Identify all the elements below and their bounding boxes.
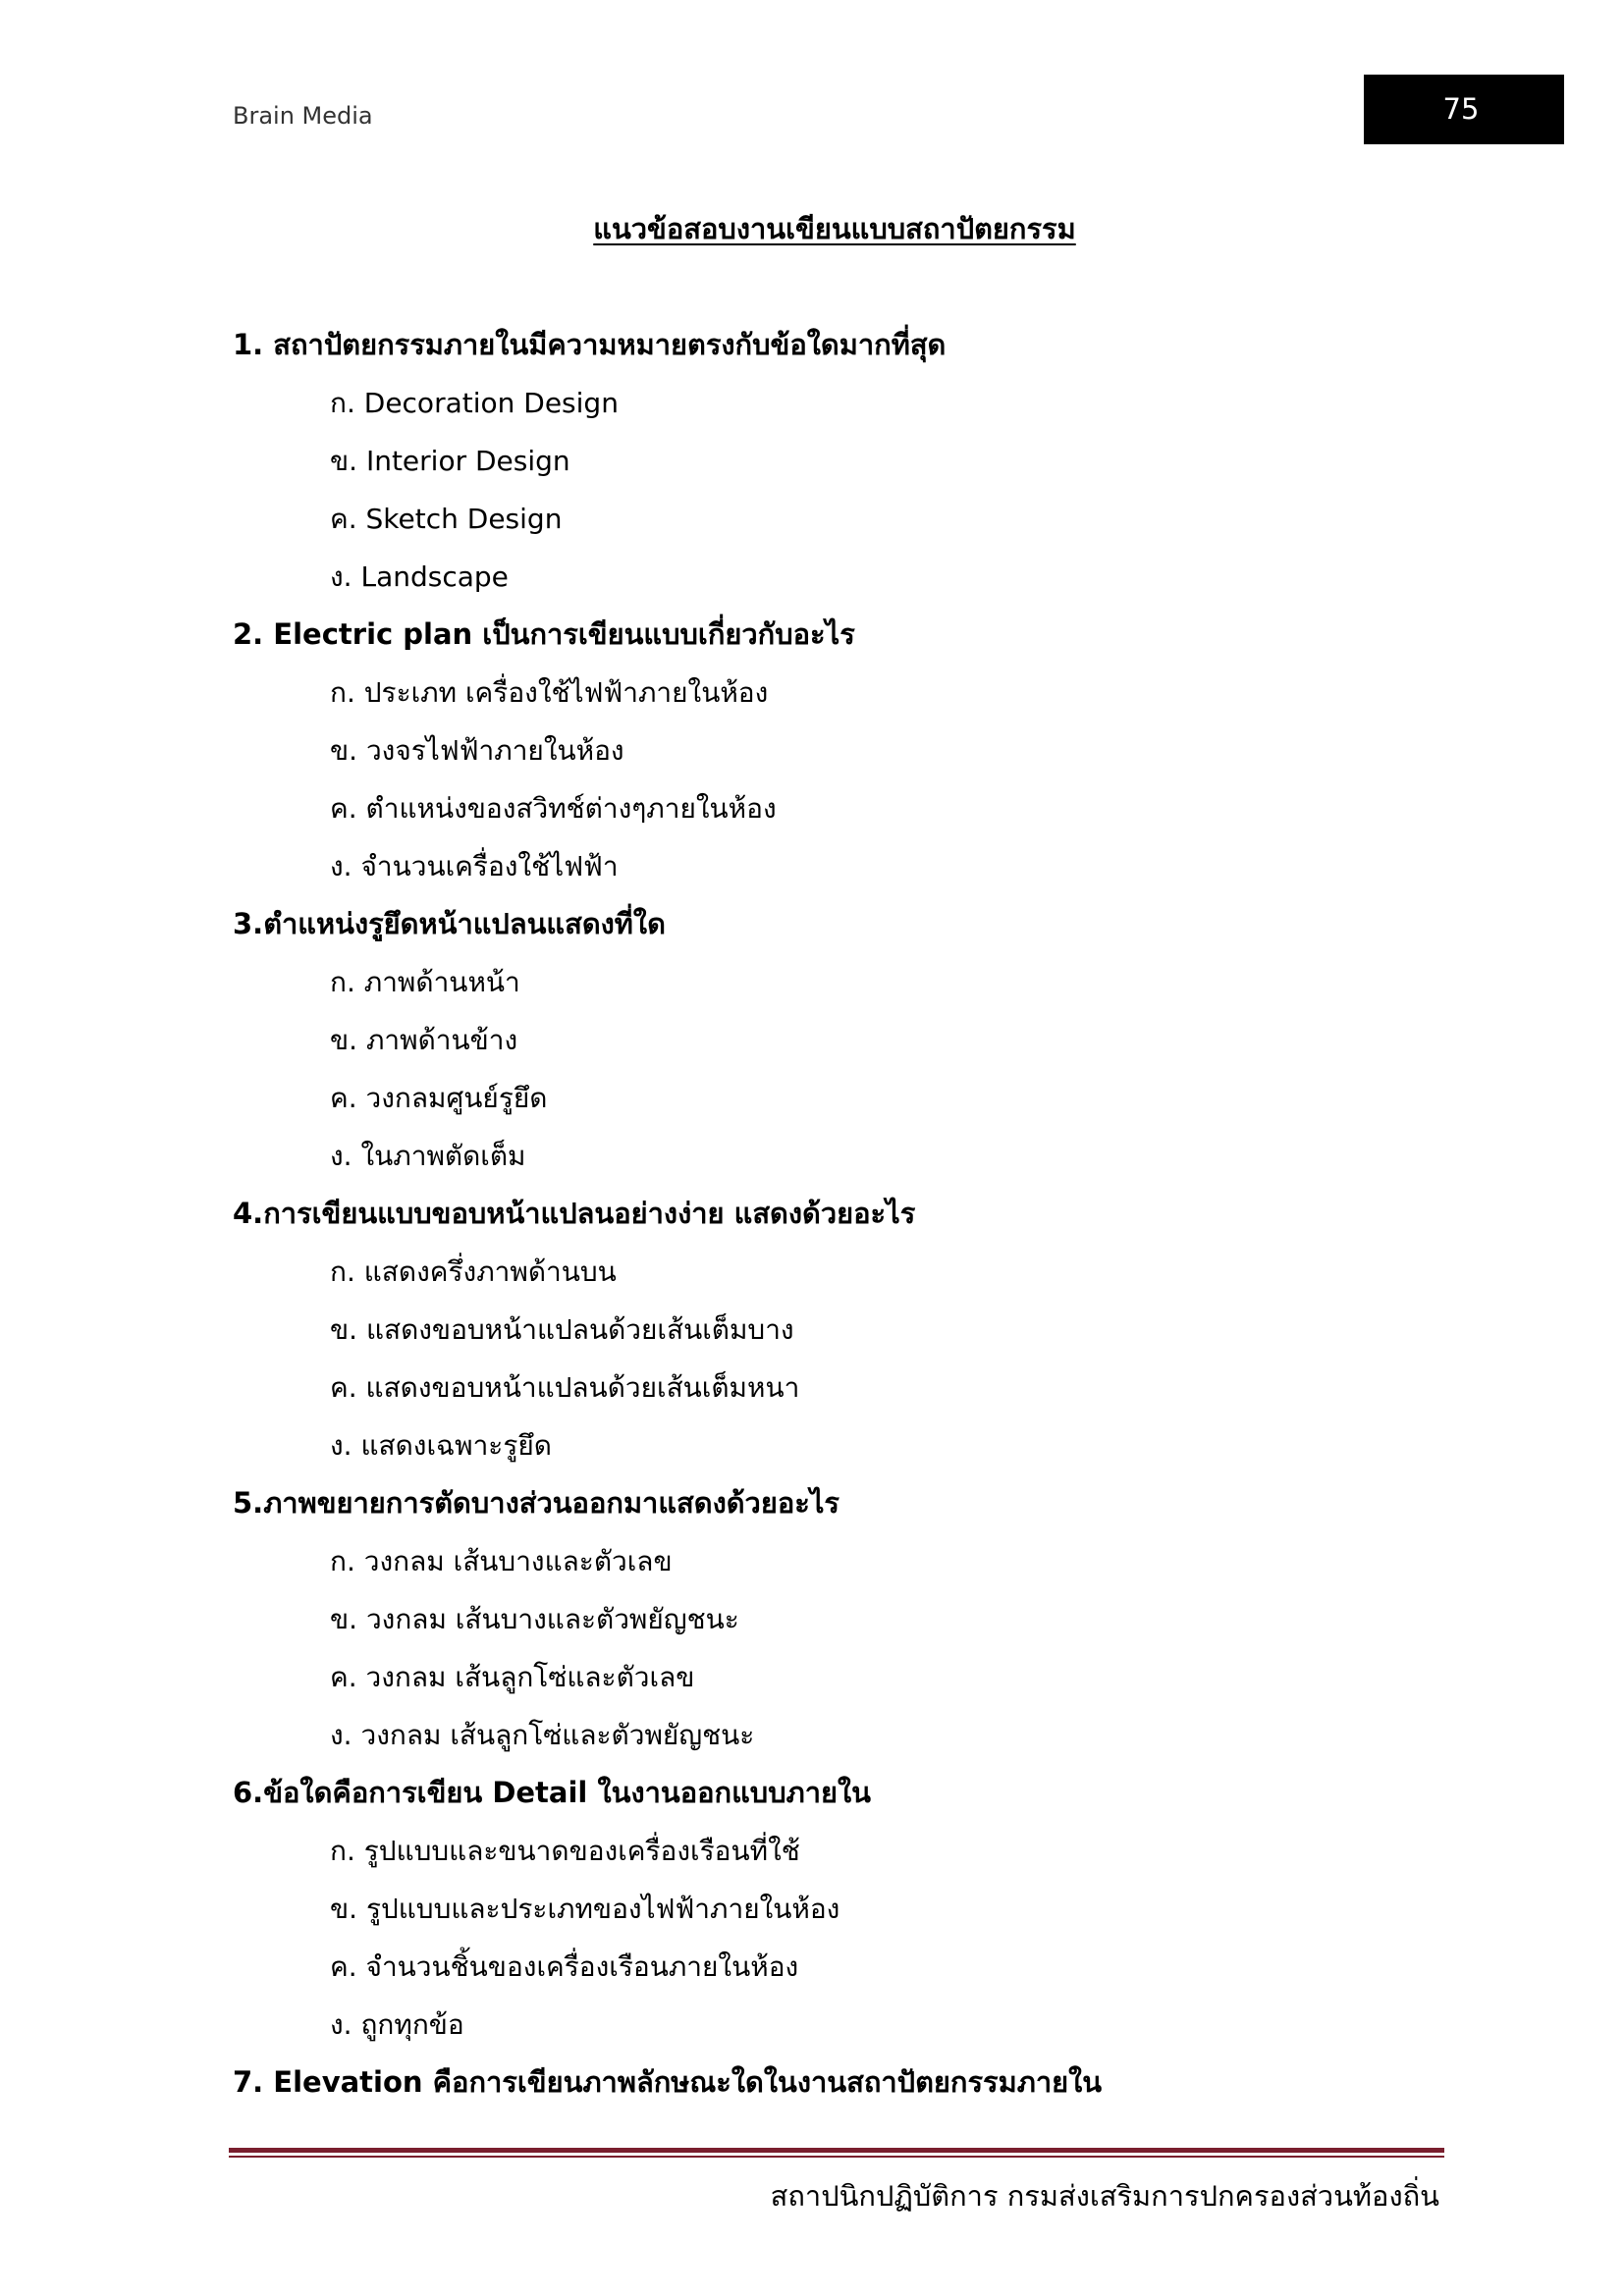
answer-choice: ข. วงกลม เส้นบางและตัวพยัญชนะ <box>330 1603 739 1635</box>
answer-choice: ข. วงจรไฟฟ้าภายในห้อง <box>330 734 624 767</box>
question-item <box>233 1474 1509 1764</box>
choice-list <box>233 664 1509 895</box>
question-list <box>233 316 1509 2111</box>
question-text: 4.การเขียนแบบขอบหน้าแปลนอย่างง่าย แสดงด้วยอะไร <box>233 1197 916 1230</box>
document-title: แนวข้อสอบงานเขียนแบบสถาปัตยกรรม <box>593 212 1076 245</box>
question-text: 3.ตำแหน่งรูยึดหน้าแปลนแสดงที่ใด <box>233 907 666 940</box>
question-item <box>233 1185 1509 1474</box>
answer-choice: ข. ภาพด้านข้าง <box>330 1024 518 1056</box>
answer-choice: ง. ถูกทุกข้อ <box>330 2008 464 2041</box>
answer-choice: ง. Landscape <box>330 561 509 593</box>
answer-choice: ค. วงกลมศูนย์รูยึด <box>330 1082 548 1114</box>
choice-list <box>233 953 1509 1185</box>
question-item <box>233 2054 1509 2111</box>
answer-choice: ค. วงกลม เส้นลูกโซ่และตัวเลข <box>330 1661 695 1693</box>
question-item <box>233 606 1509 895</box>
answer-choice: ค. Sketch Design <box>330 503 563 535</box>
answer-choice: ค. แสดงขอบหน้าแปลนด้วยเส้นเต็มหนา <box>330 1371 800 1404</box>
choice-list <box>233 1243 1509 1474</box>
answer-choice: ก. แสดงครึ่งภาพด้านบน <box>330 1255 617 1288</box>
answer-choice: ง. วงกลม เส้นลูกโซ่และตัวพยัญชนะ <box>330 1719 755 1751</box>
answer-choice: ค. จำนวนชิ้นของเครื่องเรือนภายในห้อง <box>330 1950 799 1983</box>
answer-choice: ก. ประเภท เครื่องใช้ไฟฟ้าภายในห้อง <box>330 676 769 709</box>
answer-choice: ก. รูปแบบและขนาดของเครื่องเรือนที่ใช้ <box>330 1835 800 1867</box>
question-text: 5.ภาพขยายการตัดบางส่วนออกมาแสดงด้วยอะไร <box>233 1486 839 1520</box>
question-item <box>233 1764 1509 2054</box>
answer-choice: ค. ตำแหน่งของสวิทช์ต่างๆภายในห้อง <box>330 792 777 825</box>
answer-choice: ก. วงกลม เส้นบางและตัวเลข <box>330 1545 673 1577</box>
question-text: 6.ข้อใดคือการเขียน Detail ในงานออกแบบภายใน <box>233 1776 871 1809</box>
question-item <box>233 895 1509 1185</box>
question-text: 7. Elevation คือการเขียนภาพลักษณะใดในงานสถาปัตยกรรมภายใน <box>233 2065 1103 2099</box>
brand-name: Brain Media <box>233 102 373 130</box>
question-text: 1. สถาปัตยกรรมภายในมีความหมายตรงกับข้อใดมากที่สุด <box>233 328 947 361</box>
answer-choice: ง. แสดงเฉพาะรูยึด <box>330 1429 552 1462</box>
answer-choice: ง. ในภาพตัดเต็ม <box>330 1140 526 1172</box>
footer-divider <box>229 2148 1444 2158</box>
answer-choice: ก. ภาพด้านหน้า <box>330 966 520 998</box>
choice-list <box>233 374 1509 606</box>
answer-choice: ข. รูปแบบและประเภทของไฟฟ้าภายในห้อง <box>330 1893 840 1925</box>
answer-choice: ข. แสดงขอบหน้าแปลนด้วยเส้นเต็มบาง <box>330 1313 794 1346</box>
choice-list <box>233 1532 1509 1764</box>
answer-choice: ข. Interior Design <box>330 445 570 477</box>
question-item <box>233 316 1509 606</box>
choice-list <box>233 1822 1509 2054</box>
answer-choice: ก. Decoration Design <box>330 387 619 419</box>
page-number: 75 <box>1364 75 1564 144</box>
question-text: 2. Electric plan เป็นการเขียนแบบเกี่ยวกับอะไร <box>233 617 855 651</box>
footer-text: สถาปนิกปฏิบัติการ กรมส่งเสริมการปกครองส่วนท้องถิ่น <box>770 2179 1439 2213</box>
answer-choice: ง. จำนวนเครื่องใช้ไฟฟ้า <box>330 850 619 882</box>
